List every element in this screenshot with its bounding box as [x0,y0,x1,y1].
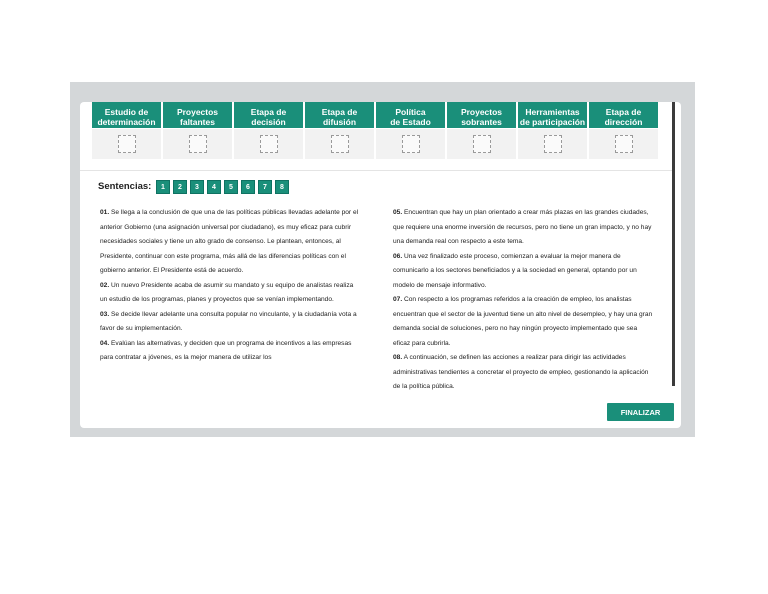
finish-button[interactable]: FINALIZAR [607,403,674,421]
sentence-button[interactable]: 3 [190,180,204,194]
category-header: Proyectos sobrantes [447,102,516,128]
sentence-text: Se llega a la conclusión de que una de las políticas públicas llevadas adelante por el anterior Gobierno (una asignación universal por ciudadano), es muy eficaz para cubrir necesidades sociales y tiene un alto grado de consenso. Le plantean, entonces, al Presidente, continuar con este programa, más allá de las diferencias políticas con el gobierno anterior. El Presidente está de acuerdo. [100,209,359,274]
drop-cell [163,129,232,159]
category-header: Proyectos faltantes [163,102,232,128]
category-header: Etapa de difusión [305,102,374,128]
scroll-area[interactable] [80,102,672,398]
section-divider [80,170,672,171]
sentence-buttons [156,180,289,194]
sentence-button[interactable]: 5 [224,180,238,194]
sentence-item [393,206,655,250]
sentence-number: 03. [100,310,110,318]
sentence-text: Evalúan las alternativas, y deciden que un programa de incentivos a las empresas para contratar a jóvenes, es la mejor manera de utilizar los [100,339,352,361]
drop-cell [447,129,516,159]
sentence-number: 05. [393,209,403,216]
category-header-row [92,102,658,128]
drop-zone-row [92,129,658,159]
drop-cell [518,129,587,159]
sentences-column-right [393,206,655,395]
sentence-button[interactable]: 7 [258,180,272,194]
drop-cell [92,129,161,159]
drop-target[interactable] [473,135,491,153]
sentence-button[interactable]: 8 [275,180,289,194]
category-header: Estudio de determinación [92,102,161,128]
sentence-number: 06. [393,252,403,260]
activity-card [80,102,681,428]
sentence-item [100,279,362,308]
sentence-button[interactable]: 4 [207,180,221,194]
sentence-number: 02. [100,281,110,289]
sentence-text: Con respecto a los programas referidos a la creación de empleo, los analistas encuentran que el sector de la juventud tiene un alto nivel de desempleo, y hay una gran demanda social de soluciones, pero no hay ningún proyecto implementado que sea eficaz para cubrirla. [393,296,653,347]
drop-cell [234,129,303,159]
drop-cell [305,129,374,159]
drop-cell [376,129,445,159]
drop-target[interactable] [260,135,278,153]
sentence-number: 07. [393,296,403,303]
sentence-number: 08. [393,354,403,361]
category-header: Herramientas de participación [518,102,587,128]
drop-target[interactable] [402,135,420,153]
sentence-button[interactable]: 1 [156,180,170,194]
sentences-label: Sentencias: [98,181,152,192]
sentence-button[interactable]: 2 [173,180,187,194]
sentence-item [100,206,362,279]
sentences-column-left [100,206,362,366]
sentence-text: A continuación, se definen las acciones a realizar para dirigir las actividades administrativas tendientes a concretar el proyecto de empleo, gestionando la aplicación de la política pública. [393,354,649,390]
sentence-item [100,308,362,337]
category-header: Etapa de dirección [589,102,658,128]
sentence-item [393,351,655,395]
sentence-text: Una vez finalizado este proceso, comienzan a evaluar la mejor manera de comunicarlo a los sectores beneficiados y a la sociedad en general, optando por un modelo de mensaje informativo. [393,252,637,289]
drop-target[interactable] [615,135,633,153]
sentence-text: Encuentran que hay un plan orientado a crear más plazas en las grandes ciudades, que requiere una enorme inversión de recursos, pero no tiene un gran impacto, y no hay una demanda real con respecto a este tema. [393,209,652,245]
sentence-item [393,293,655,351]
drop-target[interactable] [189,135,207,153]
drop-target[interactable] [118,135,136,153]
category-header: Etapa de decisión [234,102,303,128]
sentence-number: 04. [100,339,110,347]
sentence-number: 01. [100,209,110,216]
drop-target[interactable] [544,135,562,153]
sentence-item [393,250,655,294]
drop-cell [589,129,658,159]
drop-target[interactable] [331,135,349,153]
sentence-item [100,337,362,366]
scrollbar-thumb[interactable] [672,102,675,386]
sentence-button[interactable]: 6 [241,180,255,194]
sentence-text: Se decide llevar adelante una consulta popular no vinculante, y la ciudadanía vota a favor de su implementación. [100,310,357,332]
category-header: Política de Estado [376,102,445,128]
sentence-text: Un nuevo Presidente acaba de asumir su mandato y su equipo de analistas realiza un estudio de los programas, planes y proyectos que se venían implementando. [100,281,354,303]
